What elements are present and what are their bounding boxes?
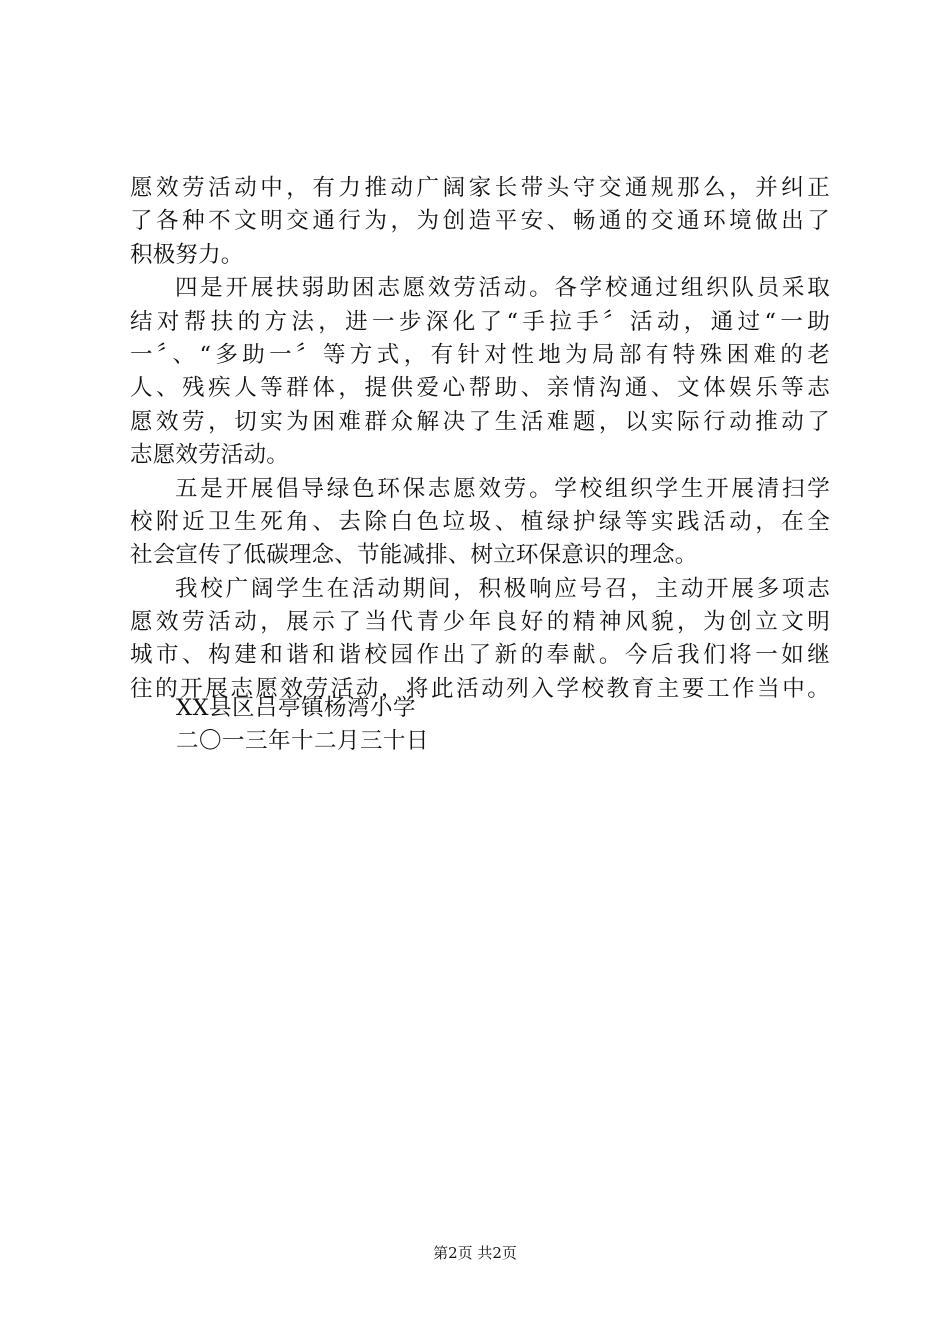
signature-date: 二〇一三年十二月三十日 — [176, 728, 430, 754]
signature-organization: XX县区吕亭镇杨湾小学 — [176, 695, 417, 721]
page-number-label: 第2页 共2页 — [433, 1244, 517, 1262]
page-footer — [0, 1243, 950, 1263]
document-body — [130, 172, 830, 706]
paragraph-line: 愿效劳活动中，有力推动广阔家长带头守交通规那么，并纠正 — [130, 175, 830, 201]
paragraph-4 — [130, 573, 830, 707]
paragraph-2 — [130, 272, 830, 472]
paragraph-line: 积极努力。 — [130, 241, 244, 268]
paragraph-1 — [130, 172, 830, 272]
paragraph-line: 愿效劳活动，展示了当代青少年良好的精神风貌，为创立文明 — [130, 609, 830, 636]
paragraph-line: 往的开展志愿效劳活动，将此活动列入学校教育主要工作当中。 — [130, 675, 830, 702]
paragraph-line: 愿效劳，切实为困难群众解决了生活难题，以实际行动推动了 — [130, 408, 830, 435]
paragraph-line: 社会宣传了低碳理念、节能减排、树立环保意识的理念。 — [130, 542, 698, 569]
paragraph-line: 四是开展扶弱助困志愿效劳活动。各学校通过组织队员采取 — [175, 275, 830, 302]
paragraph-line: 了各种不文明交通行为，为创造平安、畅通的交通环境做出了 — [130, 208, 830, 235]
paragraph-line: 城市、构建和谐和谐校园作出了新的奉献。今后我们将一如继 — [130, 642, 830, 669]
paragraph-line: 人、残疾人等群体，提供爱心帮助、亲情沟通、文体娱乐等志 — [130, 375, 830, 402]
paragraph-3 — [130, 473, 830, 573]
paragraph-line: 我校广阔学生在活动期间，积极响应号召，主动开展多项志 — [175, 575, 830, 602]
paragraph-line: 志愿效劳活动。 — [130, 442, 289, 469]
paragraph-line: 五是开展倡导绿色环保志愿效劳。学校组织学生开展清扫学 — [175, 475, 830, 502]
paragraph-line: 结对帮扶的方法，进一步深化了“手拉手〞活动，通过“一助 — [130, 308, 830, 335]
paragraph-line: 校附近卫生死角、去除白色垃圾、植绿护绿等实践活动，在全 — [130, 508, 830, 535]
paragraph-line: 一〞、“多助一〞等方式，有针对性地为局部有特殊困难的老 — [130, 341, 830, 368]
signature-block — [176, 692, 676, 758]
